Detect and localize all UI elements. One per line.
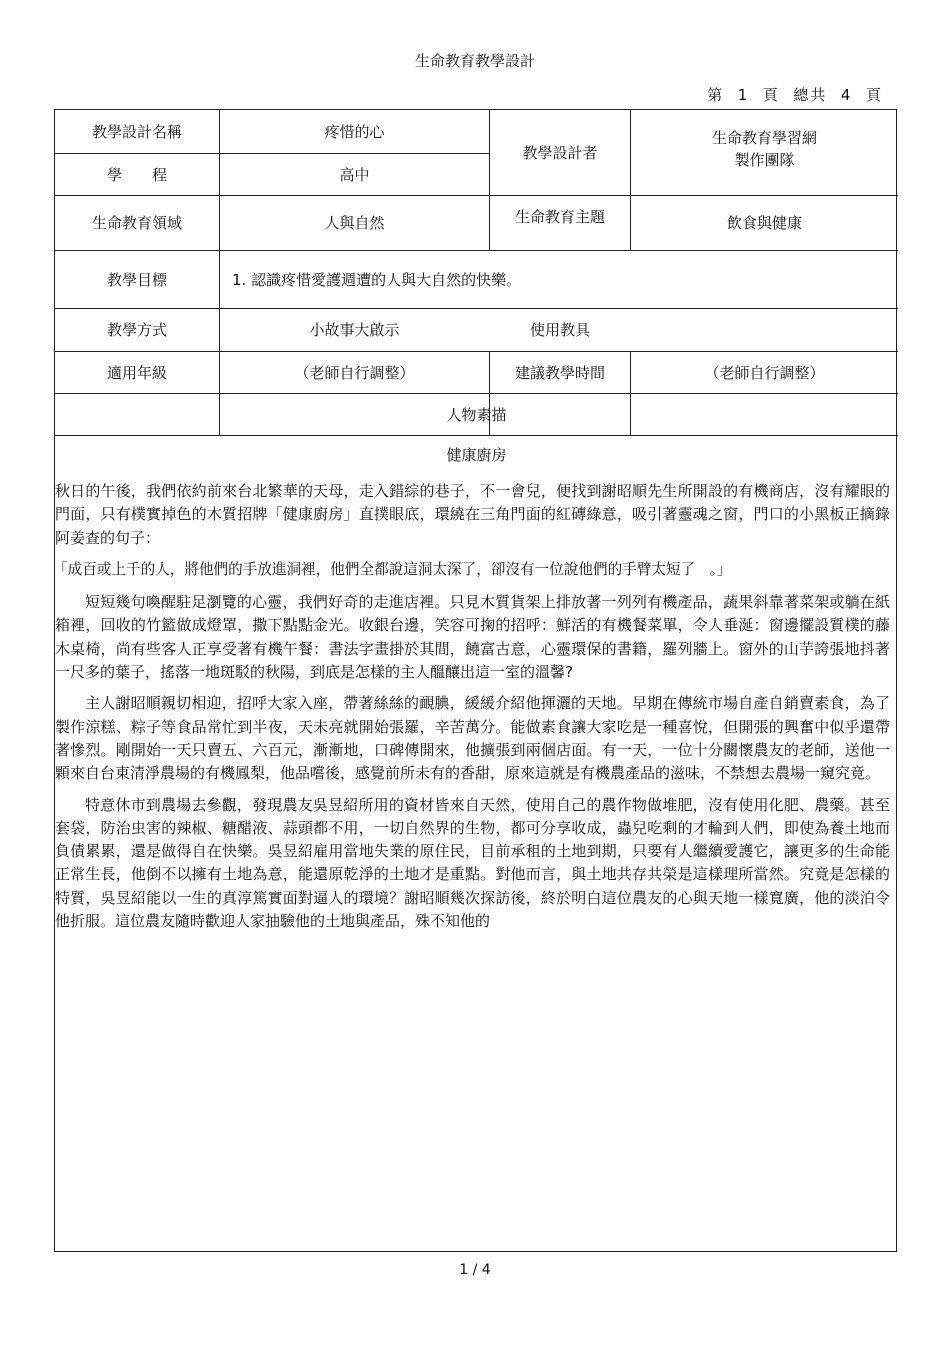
- materials-value: [631, 309, 898, 351]
- story-paragraph: 秋日的午後，我們依約前來台北繁華的天母，走入錯綜的巷子，不一會兒，便找到謝昭順先生所開設的有機商店，沒有耀眼的門面，只有樸實掉色的木質招牌「健康廚房」直撲眼底，環繞在三角門面的紅磚綠意，吸引著靈魂之窗，門口的小黑板正摘錄阿姜查的句子：: [55, 482, 890, 547]
- row-divider: [55, 435, 898, 436]
- domain-label: 生命教育領域: [91, 214, 182, 232]
- section-heading: 人物素描: [446, 405, 507, 424]
- story-body: [55, 480, 890, 941]
- time-label: 建議教學時間: [514, 363, 605, 382]
- page-footer: 1 / 4: [459, 1262, 491, 1278]
- page-info: 第 1 頁 總共 4 頁: [707, 86, 883, 104]
- story-paragraph: 短短幾句喚醒駐足瀏覽的心靈，我們好奇的走進店裡。只見木質貨架上排放著一列列有機產品，蔬果斜靠著菜架或躺在紙箱裡，回收的竹籃做成燈罩，撒下點點金光。收銀台邊，笑容可掬的招呼：鮮活的有機餐菜單，令人垂涎：窗邊擺設質樸的藤木桌椅，尚有些客人正享受著有機午餐：書法字畫掛於其間，饒富古意，心靈環保的書籍，羅列牆上。窗外的山芋誇張地抖著一尺多的葉子，搖落一地斑駁的秋陽，到底是怎樣的主人醞釀出這一室的溫馨?: [55, 593, 890, 682]
- stage-label: 學 程: [106, 165, 167, 184]
- design-name-value: 疼惜的心: [324, 122, 385, 141]
- story-quote: 「成百或上千的人，將他們的手放進洞裡，他們全都說這洞太深了，卻沒有一位說他們的手臂太短了 。」: [53, 560, 732, 578]
- theme-label: 生命教育主題: [514, 208, 605, 226]
- time-value: （老師自行調整）: [704, 363, 825, 382]
- stage-value: 高中: [339, 165, 370, 184]
- story-paragraph: 特意休市到農場去參觀，發現農友吳昱紹所用的資材皆來自天然，使用自己的農作物做堆肥，沒有使用化肥、農藥。甚至套袋，防治虫害的辣椒、糖醋液、蒜頭都不用，一切自然界的生物，都可分享收成，蟲兒吃剩的才輪到人們，即使為養土地而負債累累，還是做得自在快樂。吳昱紹雇用當地失業的原住民，目前承租的土地到期，只要有人繼續愛護它，讓更多的生命能正常生長，他倒不以擁有土地為意，能還原乾淨的土地才是重點。對他而言，與土地共存共榮是這樣理所當然。究竟是怎樣的特質，吳昱紹能以一生的真淳篤實面對逼人的環境？謝昭順幾次探訪後，終於明白這位農友的心與天地一樣寬廣，他的淡泊令他折服。這位農友隨時歡迎人家抽驗他的土地與產品，殊不知他的: [55, 795, 890, 931]
- objective-value: 1. 認識疼惜愛護週遭的人與大自然的快樂。: [232, 270, 522, 289]
- designer-value: 生命教育學習網 製作團隊: [711, 128, 817, 169]
- method-label: 教學方式: [106, 321, 167, 339]
- materials-label: 使用教具: [529, 321, 590, 339]
- objective-label: 教學目標: [106, 270, 167, 289]
- designer-label: 教學設計者: [522, 143, 598, 162]
- design-name-label: 教學設計名稱: [91, 122, 182, 141]
- story-title: 健康廚房: [446, 446, 507, 464]
- story-paragraph: 主人謝昭順親切相迎，招呼大家入座，帶著絲絲的靦腆，緩緩介紹他揮灑的天地。早期在傳統市場自產自銷賣素食，為了製作涼糕、粽子等食品常忙到半夜，天未亮就開始張羅，辛苦萬分。能做素食讓大家吃是一種喜悅，但開張的興奮中似乎還帶著慘烈。剛開始一天只賣五、六百元，漸漸地，口碑傳開來，他擴張到兩個店面。有一天，一位十分關懷農友的老師，送他一顆來自台東清淨農場的有機鳳梨，他品嚐後，感覺前所未有的香甜，原來這就是有機農產品的滋味，不禁想去農場一窺究竟。: [55, 694, 890, 783]
- theme-value: 飲食與健康: [726, 214, 802, 232]
- domain-value: 人與自然: [324, 214, 385, 232]
- document-title: 生命教育教學設計: [414, 52, 535, 70]
- grade-value: （老師自行調整）: [294, 363, 415, 382]
- grade-label: 適用年級: [106, 363, 167, 382]
- method-value: 小故事大啟示: [309, 321, 400, 339]
